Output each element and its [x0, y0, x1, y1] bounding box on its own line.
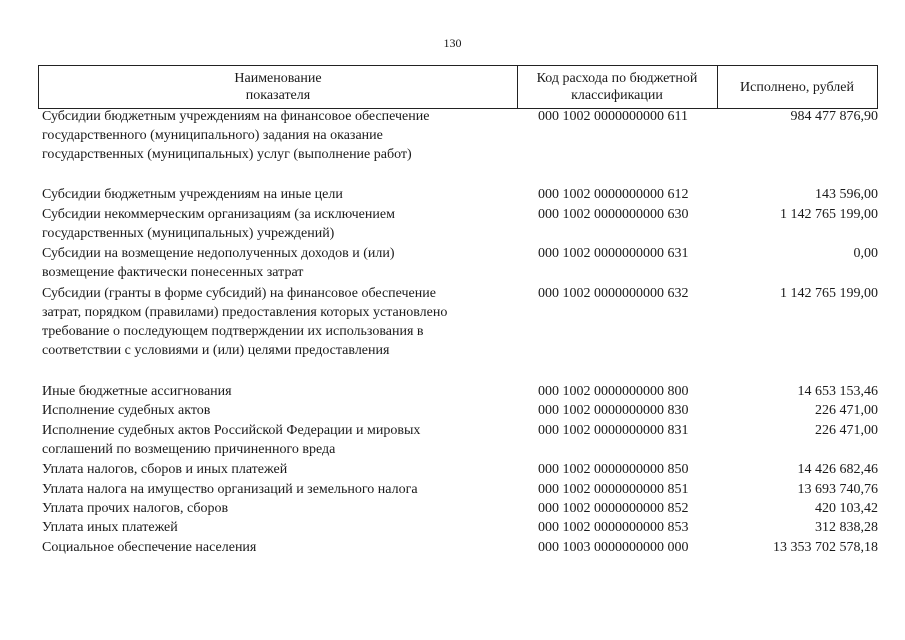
header-amount-cell: Исполнено, рублей [740, 79, 854, 95]
row-name-line: Иные бюджетные ассигнования [42, 384, 232, 399]
row-name-line: Исполнение судебных актов [42, 403, 211, 418]
row-name [42, 460, 512, 479]
row-name-line: Уплата налога на имущество организаций и земельного налога [42, 482, 418, 497]
row-code: 000 1002 0000000000 800 [538, 384, 689, 399]
row-name [42, 421, 512, 459]
row-code: 000 1002 0000000000 830 [538, 403, 689, 418]
row-code: 000 1003 0000000000 000 [538, 540, 689, 555]
row-amount: 13 353 702 578,18 [773, 540, 878, 555]
row-name-line: соглашений по возмещению причиненного вреда [42, 442, 336, 457]
row-code: 000 1002 0000000000 631 [538, 246, 689, 261]
row-name-line: Субсидии на возмещение недополученных доходов и (или) [42, 246, 395, 261]
row-code: 000 1002 0000000000 612 [538, 187, 689, 202]
row-amount: 0,00 [853, 246, 878, 261]
row-name [42, 538, 512, 557]
row-name [42, 107, 512, 164]
page-number: 130 [443, 36, 462, 50]
row-amount: 143 596,00 [815, 187, 878, 202]
header-code-line: классификации [571, 88, 663, 103]
row-amount: 1 142 765 199,00 [780, 207, 878, 222]
row-name-line: затрат, порядком (правилами) предоставления которых установлено [42, 305, 448, 320]
row-amount: 420 103,42 [815, 501, 878, 516]
row-amount: 226 471,00 [815, 403, 878, 418]
row-name [42, 284, 512, 360]
row-name-line: Субсидии некоммерческим организациям (за исключением [42, 207, 395, 222]
row-name-line: Субсидии бюджетным учреждениям на финансовое обеспечение [42, 109, 430, 124]
row-name-line: требование о последующем подтверждении их использования в [42, 324, 424, 339]
row-name-line: Уплата иных платежей [42, 520, 178, 535]
row-name-line: возмещение фактически понесенных затрат [42, 265, 304, 280]
row-amount: 984 477 876,90 [790, 109, 878, 124]
row-amount: 226 471,00 [815, 423, 878, 438]
row-code: 000 1002 0000000000 632 [538, 286, 689, 301]
row-name [42, 499, 512, 518]
row-code: 000 1002 0000000000 853 [538, 520, 689, 535]
row-amount: 14 426 682,46 [797, 462, 878, 477]
row-code: 000 1002 0000000000 851 [538, 482, 689, 497]
row-name-line: Исполнение судебных актов Российской Федерации и мировых [42, 423, 421, 438]
row-code: 000 1002 0000000000 852 [538, 501, 689, 516]
row-amount: 1 142 765 199,00 [780, 286, 878, 301]
row-code: 000 1002 0000000000 831 [538, 423, 689, 438]
row-name-line: соответствии с условиями и (или) целями предоставления [42, 343, 390, 358]
row-name-line: государственных (муниципальных) услуг (выполнение работ) [42, 147, 412, 162]
row-name-line: Субсидии бюджетным учреждениям на иные цели [42, 187, 343, 202]
row-name [42, 401, 512, 420]
row-amount: 14 653 153,46 [797, 384, 878, 399]
header-name-line: Наименование [234, 71, 322, 86]
row-name-line: Субсидии (гранты в форме субсидий) на финансовое обеспечение [42, 286, 436, 301]
row-amount: 13 693 740,76 [797, 482, 878, 497]
row-name-line: государственного (муниципального) задания на оказание [42, 128, 383, 143]
row-name [42, 480, 512, 499]
row-name [42, 382, 512, 401]
header-code-line: Код расхода по бюджетной [536, 71, 698, 86]
row-name [42, 244, 512, 282]
row-name [42, 185, 512, 204]
row-name-line: Уплата прочих налогов, сборов [42, 501, 229, 516]
row-name-line: Социальное обеспечение населения [42, 540, 257, 555]
row-name [42, 205, 512, 243]
row-name [42, 518, 512, 537]
row-amount: 312 838,28 [815, 520, 878, 535]
row-name-line: государственных (муниципальных) учреждений) [42, 226, 335, 241]
row-code: 000 1002 0000000000 611 [538, 109, 688, 124]
row-code: 000 1002 0000000000 850 [538, 462, 689, 477]
row-code: 000 1002 0000000000 630 [538, 207, 689, 222]
row-name-line: Уплата налогов, сборов и иных платежей [42, 462, 288, 477]
header-name-line: показателя [245, 88, 311, 103]
